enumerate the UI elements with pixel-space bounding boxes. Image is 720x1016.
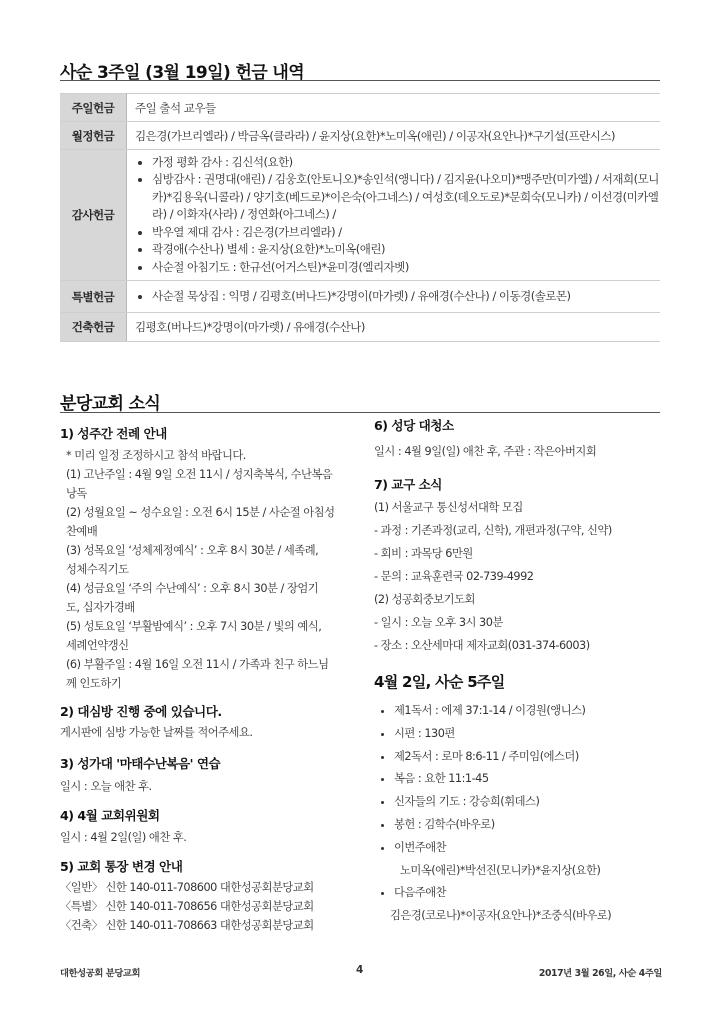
next-week-list-continued [374,882,664,905]
row-label: 감사헌금 [60,150,127,281]
list-item-continuation: 김은경(코로나)*이공자(요안나)*조중식(바우로) [390,909,612,923]
news-line: - 일시 : 오늘 오후 3시 30분 [374,616,503,629]
news-line: (1) 서울교구 통신성서대학 모집 [374,501,523,514]
list-item: • 사순절 아침기도 : 한규선(어거스틴)*윤미경(엘리자벳) [152,259,660,276]
row-label: 특별헌금 [60,281,127,313]
row-value: 주일 출석 교우들 [127,94,661,122]
news-line: (6) 부활주일 : 4월 16일 오전 11시 / 가족과 친구 하느님 [66,658,329,671]
news-line: 일시 : 4월 2일(일) 애찬 후. [60,831,187,844]
list-item: • 제1독서 : 에제 37:1-14 / 이경원(앵니스) [394,700,664,723]
offering-row-monthly [60,122,660,150]
news-line: (2) 성공회중보기도회 [374,593,475,606]
news-line: 게시판에 심방 가능한 날짜를 적어주세요. [60,726,253,739]
news-line: - 문의 : 교육훈련국 02-739-4992 [374,570,534,583]
news-title: 분당교회 소식 [60,394,161,414]
news-line: 낭독 [66,487,87,500]
list-item: • 봉헌 : 김학수(바우로) [394,814,664,837]
news-line: 세례언약갱신 [66,639,129,652]
news-line: (5) 성토요일 ‘부활밤예식’ : 오후 7시 30분 / 빛의 예식, [66,620,322,633]
news-line: 도, 십자가경배 [66,601,135,614]
list-item-continuation: 노미옥(애린)*박선진(모니카)*윤지상(요한) [400,863,601,877]
news-title-rule [60,412,660,413]
offering-row-building [60,313,660,342]
news-line: (3) 성목요일 ‘성체제정예식’ : 오후 8시 30분 / 세족례, [66,544,319,557]
list-item: • 복음 : 요한 11:1-45 [394,768,664,791]
list-item: • 이번주애찬 [394,837,664,860]
news-line: 께 인도하기 [66,677,122,690]
offering-row-special [60,281,660,313]
offering-title: 사순 3주일 (3월 19일) 헌금 내역 [60,63,305,83]
row-label: 건축헌금 [60,313,127,342]
list-item: • 시편 : 130편 [394,723,664,746]
bank-account-general: 〈일반〉 신한 140-011-708600 대한성공회분당교회 [60,881,314,894]
news-heading: 2) 대심방 진행 중에 있습니다. [60,704,222,719]
news-line: * 미리 일정 조정하시고 참석 바랍니다. [66,449,246,462]
bank-account-building: 〈건축〉 신한 140-011-708663 대한성공회분당교회 [60,919,314,932]
news-heading: 4) 4월 교회위원회 [60,808,160,823]
footer-page-number: 4 [356,964,363,976]
row-value: 김평호(버나드)*강명이(마가렛) / 유애경(수산나) [127,313,661,342]
news-line: (4) 성금요일 ‘주의 수난예식’ : 오후 8시 30분 / 장엄기 [66,582,319,595]
list-item: • 박우열 제대 감사 : 김은경(가브리엘라) / [152,224,660,241]
list-item: • 심방감사 : 권명대(애린) / 김웅호(안토니오)*송인석(앵니다) / 김지윤(나오미)*맹주만(미가엘) / 서재희(모니카)*김용욱(니콜라) / 양기호(베드로)*이은숙(아그네스) / 여성호(데오도로)*문희숙(모니카) / 이선경(미카엘라) / 이화자(사라) / 정연화(아그네스) / [152,171,660,223]
news-left-column [60,424,360,935]
news-heading: 6) 성당 대청소 [374,418,454,433]
news-line: (2) 성월요일 ~ 성수요일 : 오전 6시 15분 / 사순절 아침성 [66,506,335,519]
next-week-list [374,700,664,860]
news-heading: 7) 교구 소식 [374,477,442,492]
footer-date: 2017년 3월 26일, 사순 4주일 [538,968,662,979]
list-item: • 다음주애찬 [394,882,664,905]
news-line: - 회비 : 과목당 6만원 [374,547,473,560]
news-line: 찬예배 [66,525,98,538]
news-heading: 1) 성주간 전례 안내 [60,426,167,441]
row-value: 김은경(가브리엘라) / 박금옥(클라라) / 윤지상(요한)*노미옥(애린) / 이공자(요안나)*구기설(프란시스) [127,122,661,150]
offering-row-thanks [60,150,660,281]
next-week-heading: 4월 2일, 사순 5주일 [374,673,505,691]
offering-title-rule [60,80,660,81]
footer-church-name: 대한성공회 분당교회 [60,968,141,979]
news-right-column [374,416,664,928]
news-heading: 5) 교회 통장 변경 안내 [60,859,183,874]
thanks-list [135,154,660,276]
list-item: • 사순절 묵상집 : 익명 / 김평호(버나드)*강명이(마가렛) / 유애경(수산나) / 이동경(솔로몬) [152,288,660,305]
list-item: • 제2독서 : 로마 8:6-11 / 주미임(에스더) [394,746,664,769]
bank-account-special: 〈특별〉 신한 140-011-708656 대한성공회분당교회 [60,900,314,913]
row-label: 월정헌금 [60,122,127,150]
news-heading: 3) 성가대 '마태수난복음' 연습 [60,756,221,771]
offering-row-sunday [60,94,660,122]
offering-table [60,93,660,342]
news-line: 성체수직기도 [66,563,129,576]
list-item: • 곽경애(수산나) 별세 : 윤지상(요한)*노미옥(애린) [152,241,660,258]
row-label: 주일헌금 [60,94,127,122]
list-item: • 가정 평화 감사 : 김신석(요한) [152,154,660,171]
news-line: - 장소 : 오산세마대 제자교회(031-374-6003) [374,639,590,652]
special-list [135,288,660,305]
news-line: (1) 고난주일 : 4월 9일 오전 11시 / 성지축복식, 수난복음 [66,468,333,481]
news-line: 일시 : 오늘 애찬 후. [60,780,152,793]
news-line: - 과정 : 기존과정(교리, 신학), 개편과정(구약, 신약) [374,524,612,537]
news-line: 일시 : 4월 9일(일) 애찬 후, 주관 : 작은아버지회 [374,445,597,458]
list-item: • 신자들의 기도 : 강승희(휘데스) [394,791,664,814]
